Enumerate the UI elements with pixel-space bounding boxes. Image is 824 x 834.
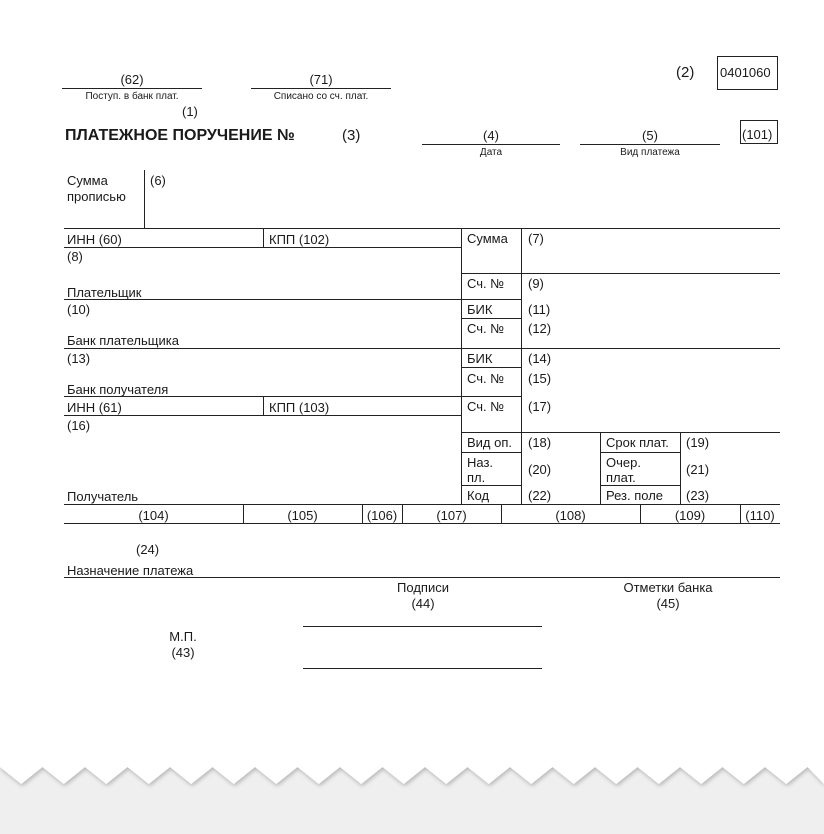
bank-marks-num: (45) xyxy=(656,596,680,611)
payer-kpp-field[interactable]: КПП (102) xyxy=(269,232,330,247)
signature-line-2[interactable] xyxy=(303,668,542,669)
priority-field[interactable]: (21) xyxy=(686,462,710,477)
tax-field-107[interactable]: (107) xyxy=(436,508,467,523)
purpose-code-label-2: пл. xyxy=(467,470,486,485)
status-box-value: (101) xyxy=(742,127,773,142)
payee-account-label: Сч. № xyxy=(467,399,505,414)
debited-date-field[interactable]: (71) xyxy=(309,72,333,87)
tax-field-108[interactable]: (108) xyxy=(555,508,586,523)
order-number-field[interactable]: (3) xyxy=(342,127,361,144)
code-field[interactable]: (22) xyxy=(528,488,552,503)
form-code-value: 0401060 xyxy=(720,65,771,80)
tax-field-109[interactable]: (109) xyxy=(674,508,706,523)
tax-field-110[interactable]: (110) xyxy=(745,508,775,523)
received-date-field[interactable]: (62) xyxy=(120,72,144,87)
payee-bank-account-field[interactable]: (15) xyxy=(528,371,552,386)
payee-kpp-field[interactable]: КПП (103) xyxy=(269,400,330,415)
payer-bank-account-field[interactable]: (12) xyxy=(528,321,552,336)
reserve-field[interactable]: (23) xyxy=(686,488,710,503)
op-type-label: Вид оп. xyxy=(467,435,513,450)
payer-bik-field[interactable]: (11) xyxy=(528,302,551,317)
reserve-label: Рез. поле xyxy=(606,488,664,503)
payer-bank-field[interactable]: (10) xyxy=(67,302,91,317)
payee-bank-field[interactable]: (13) xyxy=(67,351,91,366)
sum-label: Сумма xyxy=(467,231,508,246)
payee-bank-label: Банк получателя xyxy=(67,382,169,397)
payer-bik-label: БИК xyxy=(467,302,493,317)
received-date-label: Поступ. в банк плат. xyxy=(85,91,179,102)
term-label: Срок плат. xyxy=(606,435,669,450)
op-type-field[interactable]: (18) xyxy=(528,435,552,450)
payee-bik-field[interactable]: (14) xyxy=(528,351,552,366)
tax-field-104[interactable]: (104) xyxy=(138,508,169,523)
torn-paper-edge xyxy=(0,760,824,800)
form-code-label: (2) xyxy=(676,64,695,81)
payer-name-field[interactable]: (8) xyxy=(67,249,83,264)
date-label: Дата xyxy=(479,147,503,158)
priority-label-2: плат. xyxy=(606,470,636,485)
purpose-code-label-1: Наз. xyxy=(467,455,494,470)
payer-label: Плательщик xyxy=(67,285,142,300)
payer-bank-label: Банк плательщика xyxy=(67,333,179,348)
field-1: (1) xyxy=(182,104,198,119)
priority-label-1: Очер. xyxy=(606,455,641,470)
tax-field-106[interactable]: (106) xyxy=(366,508,398,523)
bank-marks-label: Отметки банка xyxy=(623,580,713,595)
page-title: ПЛАТЕЖНОЕ ПОРУЧЕНИЕ № xyxy=(65,127,295,144)
purpose-field[interactable]: (24) xyxy=(136,542,160,557)
signatures-num: (44) xyxy=(411,596,435,611)
term-field[interactable]: (19) xyxy=(686,435,710,450)
signatures-label: Подписи xyxy=(397,580,449,595)
amount-words-label-2: прописью xyxy=(67,189,126,204)
stamp-label: М.П. xyxy=(169,629,197,644)
payer-account-field[interactable]: (9) xyxy=(528,276,544,291)
payment-type-field[interactable]: (5) xyxy=(642,128,658,143)
purpose-label: Назначение платежа xyxy=(67,563,194,578)
payee-bank-account-label: Сч. № xyxy=(467,371,505,386)
payee-name-field[interactable]: (16) xyxy=(67,418,91,433)
signature-line-1[interactable] xyxy=(303,626,542,627)
code-label: Код xyxy=(467,488,490,503)
tax-field-105[interactable]: (105) xyxy=(287,508,318,523)
payer-inn-field[interactable]: ИНН (60) xyxy=(67,232,122,247)
debited-date-label: Списано со сч. плат. xyxy=(273,91,369,102)
payer-bank-account-label: Сч. № xyxy=(467,321,505,336)
payee-inn-field[interactable]: ИНН (61) xyxy=(67,400,122,415)
amount-words-field[interactable]: (6) xyxy=(150,173,166,188)
payee-bik-label: БИК xyxy=(467,351,493,366)
amount-words-label-1: Сумма xyxy=(67,173,108,188)
payee-account-field[interactable]: (17) xyxy=(528,399,552,414)
purpose-code-field[interactable]: (20) xyxy=(528,462,552,477)
payee-label: Получатель xyxy=(67,489,139,504)
stamp-num: (43) xyxy=(171,645,195,660)
payer-account-label: Сч. № xyxy=(467,276,505,291)
sum-field[interactable]: (7) xyxy=(528,231,544,246)
payment-type-label: Вид платежа xyxy=(620,147,680,158)
date-field[interactable]: (4) xyxy=(483,128,499,143)
